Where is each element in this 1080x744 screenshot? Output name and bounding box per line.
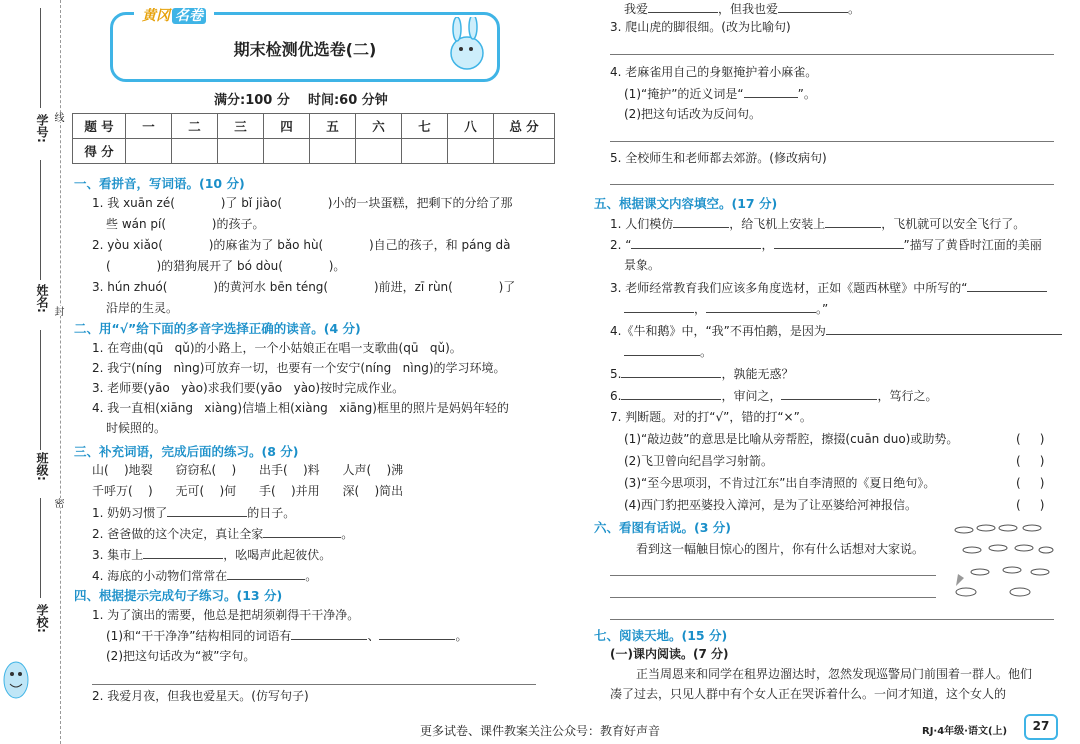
binding-secret-mark: 密 bbox=[52, 498, 63, 508]
answer-line[interactable] bbox=[610, 575, 936, 576]
score-cell[interactable] bbox=[264, 139, 310, 164]
score-cell[interactable] bbox=[126, 139, 172, 164]
s5-line: 7. 判断题。对的打“√”，错的打“×”。 bbox=[610, 410, 812, 424]
s1-line: 些 wán pí( )的孩子。 bbox=[106, 217, 265, 231]
answer-blank[interactable] bbox=[826, 322, 1062, 335]
answer-blank[interactable] bbox=[781, 387, 877, 400]
r-fill-line bbox=[624, 85, 816, 102]
s4-text: 。 bbox=[455, 629, 468, 643]
s4-line: 2. 我爱月夜，但我也爱星天。(仿写句子) bbox=[92, 689, 309, 703]
answer-blank[interactable] bbox=[825, 215, 881, 228]
section-5-title: 五、根据课文内容填空。(17 分) bbox=[594, 196, 778, 211]
r-fill-line bbox=[624, 0, 860, 17]
score-header-cell: 总 分 bbox=[494, 114, 555, 139]
s1-line: 3. hún zhuó( )的黄河水 bēn téng( )前进，zī rùn( )了 bbox=[92, 280, 516, 294]
answer-line[interactable] bbox=[610, 54, 1054, 55]
grade-label: RJ·4年级·语文(上) bbox=[922, 726, 1008, 737]
score-cell[interactable] bbox=[218, 139, 264, 164]
s5-text: 6. bbox=[610, 389, 622, 403]
s5-text: 1. 人们模仿 bbox=[610, 217, 674, 231]
score-cell[interactable] bbox=[448, 139, 494, 164]
binding-fill-line bbox=[40, 498, 41, 598]
s5-fill-line bbox=[610, 215, 1025, 232]
s1-line: 沿岸的生灵。 bbox=[106, 301, 179, 315]
s3-idiom-row[interactable]: 千呼万( ) 无可( )何 手( )并用 深( )简出 bbox=[92, 484, 404, 498]
answer-blank[interactable] bbox=[706, 300, 816, 313]
judge-item: (4)西门豹把巫婆投入漳河，是为了让巫婆给河神报信。 bbox=[624, 498, 918, 512]
answer-blank[interactable] bbox=[673, 215, 729, 228]
exam-meta: 满分:100 分 时间:60 分钟 bbox=[214, 93, 388, 108]
r-line: 3. 爬山虎的脚很细。(改为比喻句) bbox=[610, 20, 791, 34]
score-cell[interactable] bbox=[402, 139, 448, 164]
s5-text: ，笃行之。 bbox=[877, 389, 938, 403]
answer-blank[interactable] bbox=[624, 300, 694, 313]
score-value-row bbox=[73, 139, 555, 164]
s4-line: 1. 为了演出的需要，他总是把胡须剃得干干净净。 bbox=[92, 608, 360, 622]
s5-text: ，飞机就可以安全飞行了。 bbox=[881, 217, 1026, 231]
score-cell[interactable] bbox=[494, 139, 555, 164]
brand-logo bbox=[134, 4, 214, 26]
binding-fill-line bbox=[40, 330, 41, 450]
s7-subtitle: (一)课内阅读。(7 分) bbox=[610, 647, 729, 661]
s3-text: 4. 海底的小动物们常常在 bbox=[92, 569, 228, 583]
section-2-title: 二、用“√”给下面的多音字选择正确的读音。(4 分) bbox=[74, 321, 361, 336]
score-table bbox=[72, 113, 555, 164]
s4-text: 、 bbox=[367, 629, 380, 643]
rabbit-icon bbox=[443, 17, 491, 73]
section-6-title: 六、看图有话说。(3 分) bbox=[594, 520, 731, 535]
s5-fill-line bbox=[624, 343, 712, 360]
s5-text: 2. “ bbox=[610, 238, 632, 252]
s3-text: 1. 奶奶习惯了 bbox=[92, 506, 168, 520]
s5-fill-line bbox=[610, 236, 1042, 253]
score-cell[interactable] bbox=[310, 139, 356, 164]
s5-text: 。 bbox=[700, 345, 713, 359]
r-text: 我爱 bbox=[624, 2, 649, 16]
answer-line[interactable] bbox=[92, 684, 536, 685]
answer-line[interactable] bbox=[610, 141, 1054, 142]
reading-passage-line: 正当周恩来和同学在租界边溜达时，忽然发现巡警局门前围着一群人。他们 bbox=[636, 667, 1033, 681]
score-row-label: 得 分 bbox=[73, 139, 126, 164]
judge-item: (1)“敲边鼓”的意思是比喻从旁帮腔，擦掇(cuān duo)或助势。 bbox=[624, 432, 959, 446]
section-7-title: 七、阅读天地。(15 分) bbox=[594, 628, 728, 643]
s5-text: ， bbox=[694, 302, 707, 316]
brand-logo-b: 名卷 bbox=[172, 8, 206, 24]
answer-blank[interactable] bbox=[227, 567, 305, 580]
s5-fill-line bbox=[610, 322, 1062, 339]
s3-text: 。 bbox=[341, 527, 354, 541]
s2-line[interactable]: 4. 我一直相(xiāng xiàng)信墙上相(xiàng xiāng)框里的照片是妈妈年轻的 bbox=[92, 401, 509, 415]
s5-fill-line bbox=[610, 279, 1047, 296]
s3-text: 3. 集市上 bbox=[92, 548, 144, 562]
answer-blank[interactable] bbox=[744, 85, 798, 98]
answer-line[interactable] bbox=[610, 184, 1054, 185]
score-header-cell: 五 bbox=[310, 114, 356, 139]
mascot-icon bbox=[0, 650, 40, 706]
s2-line: 时候照的。 bbox=[106, 421, 167, 435]
s5-fill-line bbox=[610, 387, 937, 404]
section-1-title: 一、看拼音，写词语。(10 分) bbox=[74, 176, 245, 191]
s2-line[interactable]: 3. 老师要(yāo yào)求我们要(yāo yào)按时完成作业。 bbox=[92, 381, 405, 395]
s3-fill-line bbox=[92, 504, 295, 521]
score-header-cell: 二 bbox=[172, 114, 218, 139]
s5-text: ，审问之， bbox=[721, 389, 782, 403]
binding-fill-line bbox=[40, 160, 41, 280]
s5-text: 。” bbox=[816, 302, 829, 316]
judge-answer-paren[interactable]: ( ) bbox=[1016, 476, 1045, 490]
s4-line: (2)把这句话改为“被”字句。 bbox=[106, 649, 256, 663]
score-header-cell: 三 bbox=[218, 114, 264, 139]
s3-text: 2. 爸爸做的这个决定，真让全家 bbox=[92, 527, 264, 541]
s6-prompt: 看到这一幅触目惊心的图片，你有什么话想对大家说。 bbox=[636, 542, 925, 556]
s5-fill-line bbox=[610, 365, 793, 382]
s5-text: ，孰能无惑？ bbox=[721, 367, 794, 381]
answer-blank[interactable] bbox=[263, 525, 341, 538]
page-number: 27 bbox=[1024, 714, 1058, 740]
r-line: (2)把这句话改为反问句。 bbox=[624, 107, 761, 121]
r-line: 4. 老麻雀用自己的身躯掩护着小麻雀。 bbox=[610, 65, 818, 79]
s4-text: (1)和“干干净净”结构相同的词语有 bbox=[106, 629, 292, 643]
score-header-row bbox=[73, 114, 555, 139]
binding-fill-line bbox=[40, 8, 41, 108]
section-4-title: 四、根据提示完成句子练习。(13 分) bbox=[74, 588, 283, 603]
s5-text: ”描写了黄昏时江面的美丽 bbox=[903, 238, 1042, 252]
s3-text: 。 bbox=[305, 569, 318, 583]
student-name-label: 姓名: bbox=[35, 284, 49, 313]
answer-blank[interactable] bbox=[379, 627, 455, 640]
answer-blank[interactable] bbox=[631, 236, 761, 249]
student-id-label: 学号: bbox=[35, 114, 49, 143]
s3-text: 的日子。 bbox=[247, 506, 296, 520]
answer-blank[interactable] bbox=[291, 627, 367, 640]
answer-blank[interactable] bbox=[774, 236, 904, 249]
s1-line: 2. yòu xiǎo( )的麻雀为了 bǎo hù( )自己的孩子，和 páng dà bbox=[92, 238, 511, 252]
answer-line[interactable] bbox=[610, 597, 936, 598]
s2-line[interactable]: 2. 我宁(níng nìng)可放弃一切，也要有一个安宁(níng nìng)的学习环境。 bbox=[92, 361, 506, 375]
judge-answer-paren[interactable]: ( ) bbox=[1016, 498, 1045, 512]
score-header-cell: 七 bbox=[402, 114, 448, 139]
score-header-cell: 八 bbox=[448, 114, 494, 139]
judge-answer-paren[interactable]: ( ) bbox=[1016, 454, 1045, 468]
score-cell[interactable] bbox=[172, 139, 218, 164]
answer-blank[interactable] bbox=[648, 0, 718, 13]
s5-text: ，给飞机上安装上 bbox=[729, 217, 826, 231]
class-label: 班级: bbox=[35, 452, 49, 481]
s5-text: 3. 老师经常教育我们应该多角度选材，正如《题西林壁》中所写的“ bbox=[610, 281, 968, 295]
answer-blank[interactable] bbox=[621, 387, 721, 400]
answer-blank[interactable] bbox=[143, 546, 223, 559]
judge-item: (3)“至今思项羽，不肯过江东”出自李清照的《夏日绝句》。 bbox=[624, 476, 936, 490]
answer-blank[interactable] bbox=[967, 279, 1047, 292]
r-text: (1)“掩护”的近义词是“ bbox=[624, 87, 744, 101]
s2-line[interactable]: 1. 在弯曲(qū qǔ)的小路上，一个小姑娘正在唱一支歌曲(qū qǔ)。 bbox=[92, 341, 462, 355]
s3-idiom-row[interactable]: 山( )地裂 窃窃私( ) 出手( )料 人声( )沸 bbox=[92, 463, 404, 477]
answer-line[interactable] bbox=[610, 619, 1054, 620]
s5-text: 4.《牛和鹅》中，“我”不再怕鹅，是因为 bbox=[610, 324, 826, 338]
score-header-cell: 一 bbox=[126, 114, 172, 139]
judge-answer-paren[interactable]: ( ) bbox=[1016, 432, 1045, 446]
score-cell[interactable] bbox=[356, 139, 402, 164]
tree-stumps-illustration bbox=[950, 520, 1054, 602]
r-line: 5. 全校师生和老师都去郊游。(修改病句) bbox=[610, 151, 827, 165]
s1-line: ( )的猎狗展开了 bó dòu( )。 bbox=[106, 259, 346, 273]
brand-logo-a: 黄冈 bbox=[142, 8, 170, 24]
s4-fill-line bbox=[106, 627, 467, 644]
r-text: 。 bbox=[848, 2, 861, 16]
answer-blank[interactable] bbox=[778, 0, 848, 13]
s5-text: ， bbox=[761, 238, 774, 252]
s3-fill-line bbox=[92, 546, 331, 563]
binding-line-mark: 线 bbox=[52, 112, 63, 122]
score-header-cell: 四 bbox=[264, 114, 310, 139]
school-label: 学校: bbox=[35, 604, 49, 633]
section-3-title: 三、补充词语，完成后面的练习。(8 分) bbox=[74, 444, 299, 459]
footer-note: 更多试卷、课件教案关注公众号：教育好声音 bbox=[419, 724, 660, 738]
judge-item: (2)飞卫曾向纪昌学习射箭。 bbox=[624, 454, 773, 468]
answer-blank[interactable] bbox=[167, 504, 247, 517]
score-header-cell: 题 号 bbox=[73, 114, 126, 139]
reading-passage-line: 凑了过去，只见人群中有个女人正在哭诉着什么。一问才知道，这个女人的 bbox=[610, 687, 1007, 701]
s1-line: 1. 我 xuān zé( )了 bǐ jiào( )小的一块蛋糕，把剩下的分给了那 bbox=[92, 196, 513, 210]
s3-fill-line bbox=[92, 567, 317, 584]
answer-blank[interactable] bbox=[621, 365, 721, 378]
s3-text: ，吆喝声此起彼伏。 bbox=[223, 548, 332, 562]
score-header-cell: 六 bbox=[356, 114, 402, 139]
s3-fill-line bbox=[92, 525, 353, 542]
page-title: 期末检测优选卷(二) bbox=[233, 40, 377, 59]
s5-line: 景象。 bbox=[624, 258, 661, 272]
r-text: ，但我也爱 bbox=[718, 2, 779, 16]
s5-fill-line bbox=[624, 300, 828, 317]
answer-blank[interactable] bbox=[624, 343, 700, 356]
binding-seal-mark: 封 bbox=[52, 306, 63, 316]
r-text: ”。 bbox=[797, 87, 816, 101]
s5-text: 5. bbox=[610, 367, 622, 381]
